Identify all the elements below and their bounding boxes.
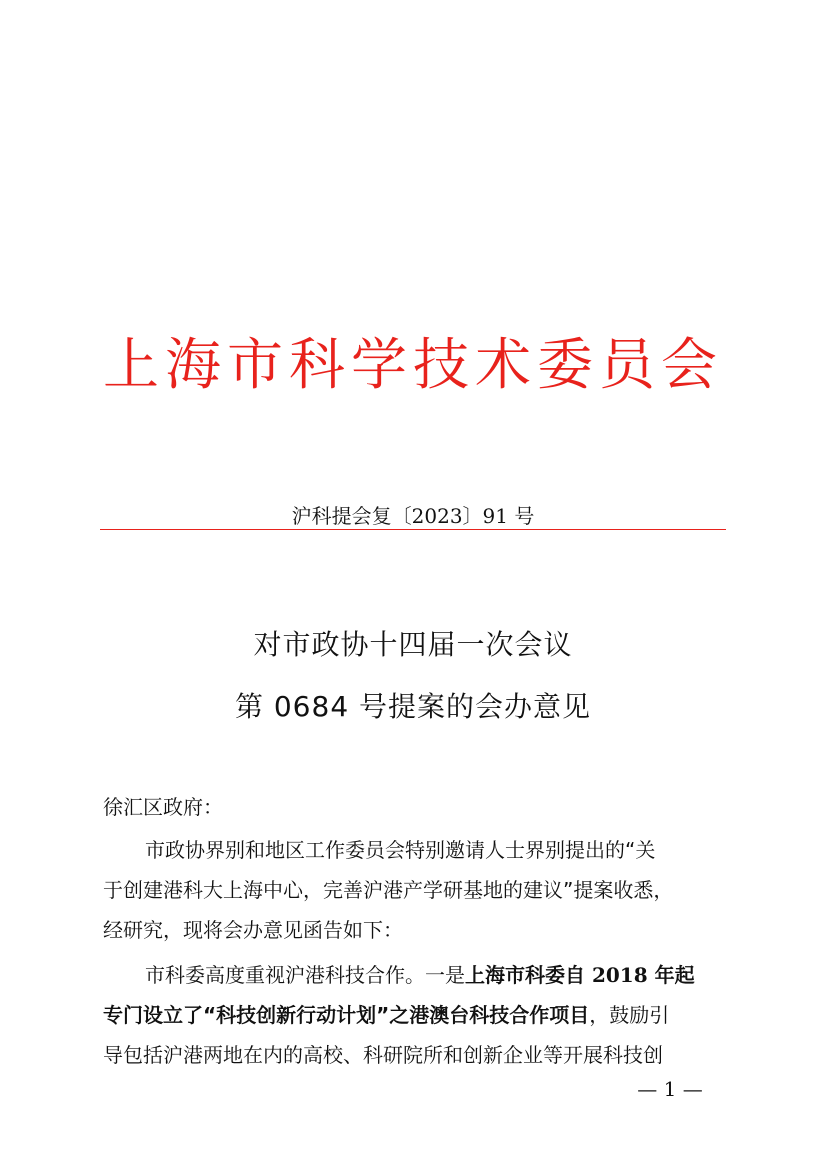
- red-separator-rule: [100, 529, 726, 530]
- document-title-line-2: 第 0684 号提案的会办意见: [234, 690, 592, 723]
- paragraph-1-line-3: 经研究，现将会办意见函告如下：: [103, 918, 403, 942]
- salutation: 徐汇区政府：: [103, 795, 223, 819]
- paragraph-2-line-1: [103, 955, 727, 995]
- paragraph-2-line-1-emphasis: 上海市科委自: [465, 963, 592, 987]
- body-paragraph-2: [103, 955, 727, 1075]
- paragraph-2-line-1-emphasis-end: 年起: [647, 963, 695, 987]
- paragraph-1-line-2: 于创建港科大上海中心，完善沪港产学研基地的建议”提案收悉，: [103, 878, 674, 902]
- document-title-line-1: 对市政协十四届一次会议: [253, 628, 573, 661]
- body-paragraph-1: [103, 830, 727, 950]
- paragraph-1-line-1: 市政协界别和地区工作委员会特别邀请人士界别提出的“关: [145, 838, 656, 862]
- paragraph-2-line-2: [103, 995, 727, 1035]
- paragraph-2-line-1-text: 市科委高度重视沪港科技合作。一是: [145, 963, 465, 987]
- page-number: — 1 —: [637, 1077, 703, 1101]
- paragraph-2-line-2-emphasis: 专门设立了“科技创新行动计划”之港澳台科技合作项目: [103, 1003, 590, 1027]
- paragraph-2-line-3: 导包括沪港两地在内的高校、科研院所和创新企业等开展科技创: [103, 1043, 663, 1067]
- issuing-authority-masthead: 上海市科学技术委员会: [103, 333, 723, 398]
- paragraph-2-line-2-text: ，鼓励引: [589, 1003, 670, 1027]
- document-number: 沪科提会复〔2023〕91 号: [291, 504, 535, 528]
- paragraph-2-year: 2018: [591, 963, 648, 987]
